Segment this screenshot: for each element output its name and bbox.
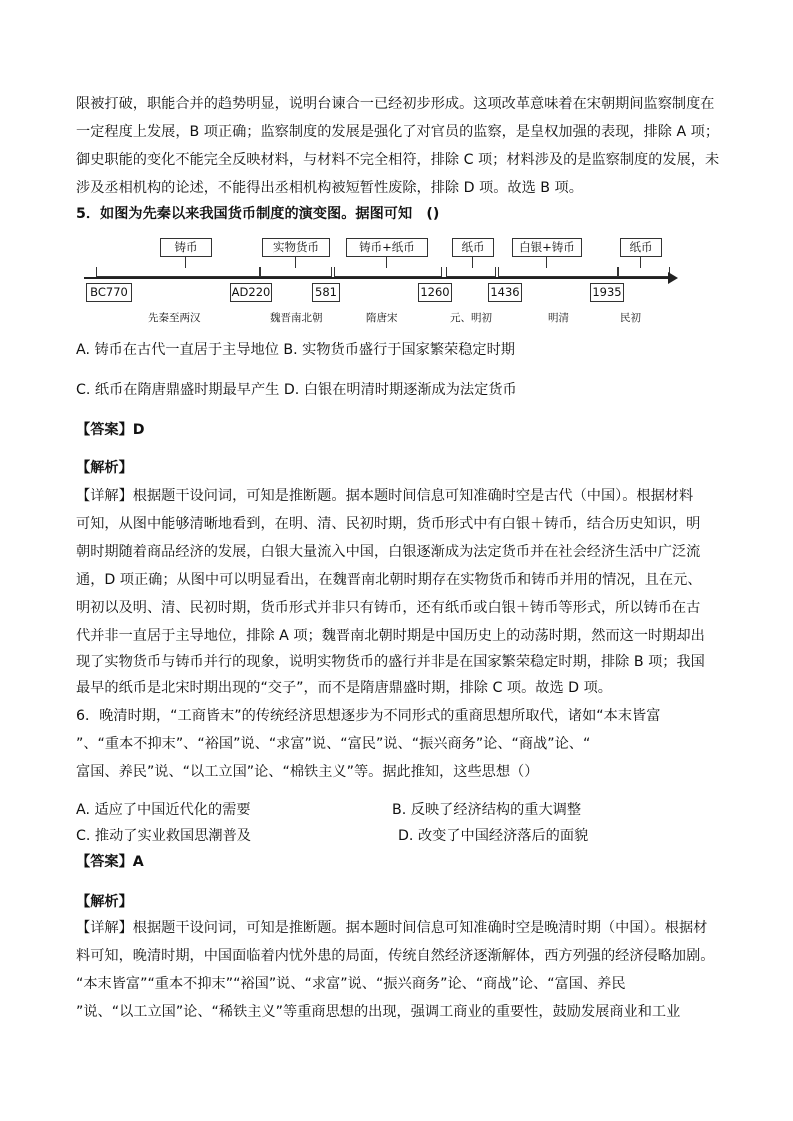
question-5-options-row: C. 纸币在隋唐鼎盛时期最早产生 D. 白银在明清时期逐渐成为法定货币	[76, 382, 517, 398]
question-5-stem: 5．如图为先秦以来我国货币制度的演变图。据图可知 ()	[76, 206, 440, 222]
tick-label: 1436	[488, 283, 522, 302]
question-5-analysis-title: 【解析】	[76, 460, 133, 476]
question-6-analysis-title: 【解析】	[76, 894, 133, 910]
timeline-arrow-icon	[668, 272, 678, 284]
analysis-line: 代并非一直居于主导地位，排除 A 项；魏晋南北朝时期是中国历史上的动荡时期，然而这一时期却出	[76, 628, 705, 644]
question-6-stem: ”、“重本不抑末”、“裕国”说、“求富”说、“富民”说、“振兴商务”论、“商战”论、“	[76, 736, 591, 752]
period-box: 白银+铸币	[512, 238, 582, 257]
analysis-line: 【详解】根据题干设问词，可知是推断题。据本题时间信息可知准确时空是古代（中国）。根据材料	[76, 488, 694, 504]
analysis-line: 最早的纸币是北宋时期出现的“交子”，而不是隋唐鼎盛时期，排除 C 项。故选 D 项。	[76, 680, 612, 696]
question-5-options-row: A. 铸币在古代一直居于主导地位 B. 实物货币盛行于国家繁荣稳定时期	[76, 342, 515, 358]
analysis-line: 明初以及明、清、民初时期，货币形式并非只有铸币，还有纸币或白银＋铸币等形式，所以铸币在古	[76, 600, 701, 616]
analysis-line: 可知，从图中能够清晰地看到，在明、清、民初时期，货币形式中有白银＋铸币，结合历史知识，明	[76, 516, 701, 532]
period-box: 纸币	[452, 238, 494, 257]
analysis-line: 朝时期随着商品经济的发展，白银大量流入中国，白银逐渐成为法定货币并在社会经济生活中广泛流	[76, 544, 701, 560]
question-5-answer: 【答案】D	[76, 422, 145, 438]
analysis-line: 现了实物货币与铸币并行的现象，说明实物货币的盛行并非是在国家繁荣稳定时期，排除 B 项；我国	[76, 654, 705, 670]
tick-label: 581	[312, 283, 340, 302]
analysis-line: 通，D 项正确；从图中可以明显看出，在魏晋南北朝时期存在实物货币和铸币并用的情况，且在元、	[76, 572, 702, 588]
era-label: 民初	[620, 312, 641, 324]
intro-line: 限被打破，职能合并的趋势明显，说明台谏合一已经初步形成。这项改革意味着在宋朝期间监察制度在	[76, 96, 715, 112]
era-label: 先秦至两汉	[148, 312, 201, 324]
tick-label: 1260	[418, 283, 452, 302]
timeline-axis	[84, 277, 672, 279]
option-b: B. 反映了经济结构的重大调整	[392, 802, 582, 818]
intro-line: 一定程度上发展，B 项正确；监察制度的发展是强化了对官员的监察，是皇权加强的表现，排除 A 项；	[76, 124, 720, 140]
tick-label: AD220	[230, 283, 272, 302]
period-box: 纸币	[620, 238, 662, 257]
era-label: 魏晋南北朝	[270, 312, 323, 324]
analysis-line: ”说、“以工立国”论、“稀铁主义”等重商思想的出现，强调工商业的重要性，鼓励发展商业和工业	[76, 1004, 681, 1020]
question-6-answer: 【答案】A	[76, 854, 144, 870]
era-label: 隋唐宋	[366, 312, 398, 324]
question-6-stem: 6．晚清时期，“工商皆末”的传统经济思想逐步为不同形式的重商思想所取代，诸如“本末皆富	[76, 708, 661, 724]
option-a: A. 适应了中国近代化的需要	[76, 802, 251, 818]
period-box: 铸币	[160, 238, 212, 257]
analysis-line: 料可知，晚清时期，中国面临着内忧外患的局面，传统自然经济逐渐解体，西方列强的经济侵略加剧。	[76, 948, 715, 964]
question-6-stem: 富国、养民”说、“以工立国”论、“棉铁主义”等。据此推知，这些思想（）	[76, 764, 539, 780]
currency-timeline	[76, 232, 716, 332]
era-label: 元、明初	[450, 312, 492, 324]
intro-line: 涉及丞相机构的论述，不能得出丞相机构被短暂性废除，排除 D 项。故选 B 项。	[76, 180, 583, 196]
period-box: 铸币+纸币	[346, 238, 428, 257]
option-c: C. 推动了实业救国思潮普及	[76, 828, 251, 844]
analysis-line: “本末皆富”“重本不抑末”“裕国”说、“求富”说、“振兴商务”论、“商战”论、“富国、养民	[76, 976, 626, 992]
tick-label: 1935	[590, 283, 624, 302]
analysis-line: 【详解】根据题干设问词，可知是推断题。据本题时间信息可知准确时空是晚清时期（中国）。根据材	[76, 920, 708, 936]
intro-line: 御史职能的变化不能完全反映材料，与材料不完全相符，排除 C 项；材料涉及的是监察制度的发展，未	[76, 152, 720, 168]
tick-label: BC770	[86, 283, 132, 302]
era-label: 明清	[548, 312, 569, 324]
option-d: D. 改变了中国经济落后的面貌	[398, 828, 589, 844]
period-box: 实物货币	[262, 238, 330, 257]
